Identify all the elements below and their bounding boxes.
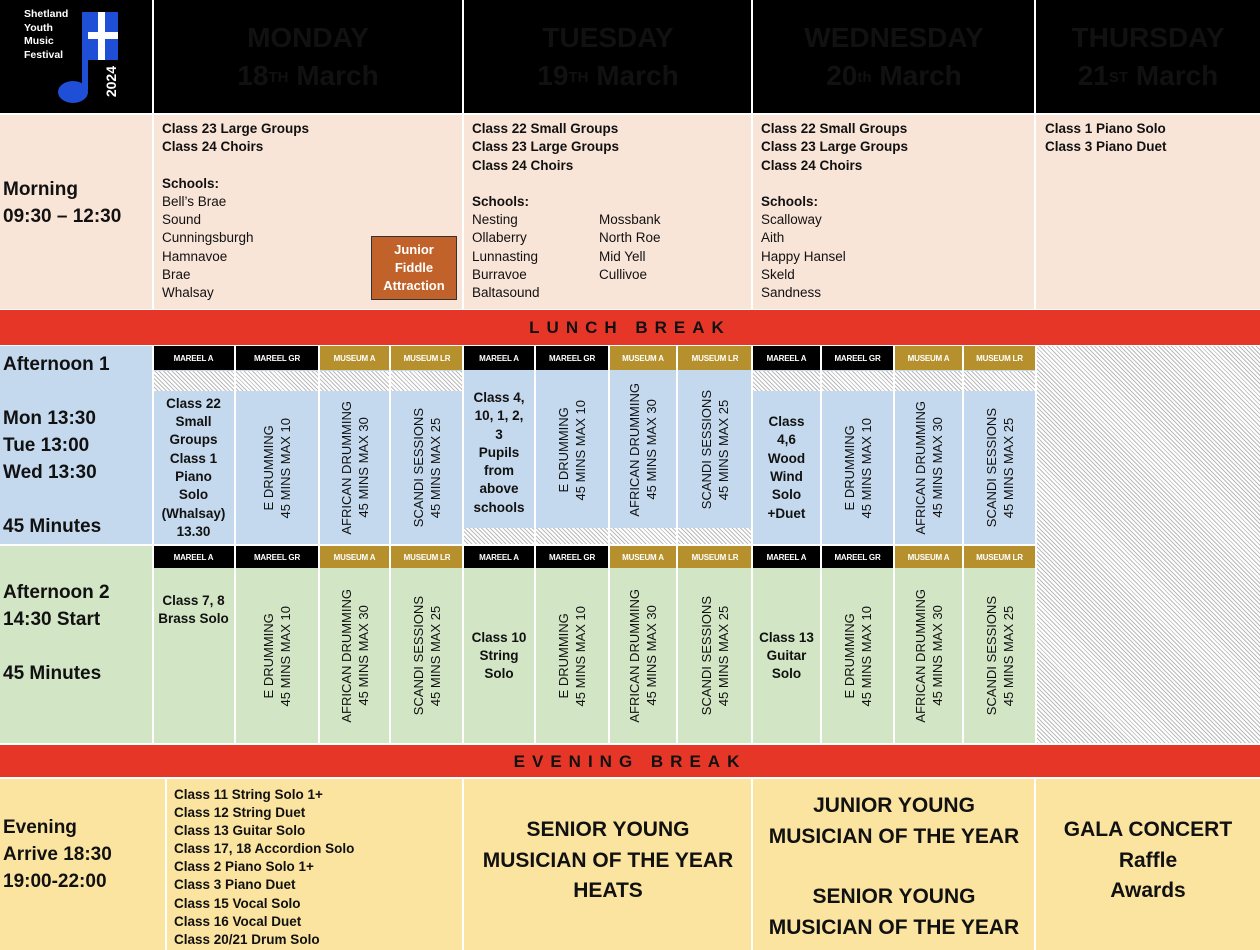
venue-tag: MUSEUM LR [391, 546, 463, 568]
day-name: MONDAY [247, 21, 369, 53]
grid-line [751, 779, 753, 950]
african-drumming-session: AFRICAN DRUMMING 45 MINS MAX 30 [338, 589, 371, 723]
logo-text-line: Shetland [24, 8, 69, 20]
evening-label: Evening Arrive 18:30 19:00-22:00 [3, 817, 112, 892]
venue-tag: MUSEUM A [610, 546, 676, 568]
afternoon1-wednesday-class: Class 4,6 Wood Wind Solo +Duet [767, 414, 806, 521]
african-drumming-session: AFRICAN DRUMMING 45 MINS MAX 30 [912, 401, 945, 535]
junior-fiddle-attraction-badge: Junior Fiddle Attraction [371, 236, 457, 300]
scandi-session: SCANDI SESSIONS 45 MINS MAX 25 [411, 408, 443, 528]
african-drumming-session: AFRICAN DRUMMING 45 MINS MAX 30 [912, 589, 945, 723]
venue-tag: MUSEUM LR [678, 346, 752, 370]
logo-text-line: Youth [24, 21, 53, 34]
grid-line [0, 113, 1260, 115]
day-header-wednesday [753, 0, 1035, 113]
afternoon2-wednesday-class: Class 13 Guitar Solo [759, 629, 814, 682]
afternoon1-monday-class: Class 22 Small Groups Class 1 Piano Solo (Whalsay) 13.30 [161, 395, 226, 539]
afternoon2-tuesday-class: Class 10 String Solo [471, 629, 527, 682]
e-drumming-session: E DRUMMING 45 MINS MAX 10 [261, 417, 293, 519]
venue-tag: MUSEUM LR [964, 346, 1035, 370]
logo-text-line: Music [24, 35, 54, 47]
morning-label: Morning 09:30 – 12:30 [3, 179, 122, 227]
evening-break-band: EVENING BREAK [0, 745, 1260, 778]
grid-line [1034, 0, 1036, 310]
thursday-afternoon-hatched [1037, 346, 1260, 743]
grid-line [462, 779, 464, 950]
evening-thursday: GALA CONCERT Raffle Awards [1063, 818, 1233, 903]
morning-monday: Class 23 Large Groups Class 24 Choirs Schools: Bell’s Brae Sound Cunningsburgh Hamnavoe Brae Whalsay [162, 121, 310, 301]
e-drumming-session: E DRUMMING 45 MINS MAX 10 [841, 417, 874, 519]
venue-tag: MAREEL GR [822, 546, 893, 568]
scandi-session: SCANDI SESSIONS 45 MINS MAX 25 [983, 596, 1016, 716]
grid-line [152, 0, 154, 310]
hatched-strip [464, 528, 534, 545]
venue-tag: MAREEL GR [236, 546, 318, 568]
e-drumming-session: E DRUMMING 45 MINS MAX 10 [261, 605, 293, 707]
venue-tag: MUSEUM A [895, 546, 962, 568]
e-drumming-session: E DRUMMING 45 MINS MAX 10 [556, 399, 588, 501]
venue-tag: MAREEL A [753, 346, 820, 370]
venue-tag: MUSEUM LR [964, 546, 1035, 568]
grid-line [165, 779, 167, 950]
hatched-strip [536, 528, 752, 545]
grid-line [751, 0, 753, 310]
venue-tag: MAREEL A [153, 346, 234, 370]
day-name: THURSDAY [1071, 21, 1225, 53]
morning-thursday: Class 1 Piano Solo Class 3 Piano Duet [1045, 121, 1167, 155]
day-date: 18TH March [237, 59, 379, 91]
morning-tuesday: Class 22 Small Groups Class 23 Large Groups Class 24 Choirs Schools: Nesting Ollaberry Lunnasting Burravoe Baltasound [472, 121, 620, 301]
afternoon2-label: Afternoon 2 14:30 Start 45 Minutes [3, 582, 110, 684]
festival-logo [0, 0, 152, 113]
venue-tag: MUSEUM LR [391, 346, 463, 370]
day-name: TUESDAY [542, 21, 674, 53]
scandi-session: SCANDI SESSIONS 45 MINS MAX 25 [699, 390, 731, 510]
evening-wednesday: JUNIOR YOUNG MUSICIAN OF THE YEAR SENIOR YOUNG MUSICIAN OF THE YEAR [768, 794, 1020, 939]
venue-tag: MUSEUM A [320, 546, 389, 568]
grid-line [1034, 779, 1036, 950]
e-drumming-session: E DRUMMING 45 MINS MAX 10 [556, 605, 588, 707]
day-date: 21ST March [1077, 59, 1219, 91]
venue-tag: MAREEL GR [536, 546, 608, 568]
evening-monday: Class 11 String Solo 1+ Class 12 String Duet Class 13 Guitar Solo Class 17, 18 Accordion Solo Class 2 Piano Solo 1+ Class 3 Piano Duet Class 15 Vocal Solo Class 16 Vocal Duet Class 20/21 Drum Solo [174, 787, 355, 947]
morning-tuesday-schools-col2: Mossbank North Roe Mid Yell Cullivoe [599, 212, 661, 282]
venue-tag: MUSEUM LR [678, 546, 752, 568]
day-name: WEDNESDAY [804, 21, 984, 53]
day-header-thursday [1036, 0, 1260, 113]
scandi-session: SCANDI SESSIONS 45 MINS MAX 25 [411, 596, 443, 716]
african-drumming-session: AFRICAN DRUMMING 45 MINS MAX 30 [627, 589, 659, 723]
day-header-tuesday [464, 0, 752, 113]
morning-wednesday: Class 22 Small Groups Class 23 Large Groups Class 24 Choirs Schools: Scalloway Aith Happy Hansel Skeld Sandness [761, 121, 909, 301]
logo-text-line: Festival [24, 48, 64, 61]
hatched-strip [153, 371, 463, 391]
day-date: 20th March [826, 59, 962, 91]
scandi-session: SCANDI SESSIONS 45 MINS MAX 25 [983, 408, 1016, 528]
venue-tag: MUSEUM A [610, 346, 676, 370]
venue-tag: MAREEL GR [536, 346, 608, 370]
grid-line [462, 0, 464, 310]
afternoon1-tuesday-class: Class 4, 10, 1, 2, 3 Pupils from above schools [473, 389, 525, 515]
grid-line [0, 743, 1260, 745]
scandi-session: SCANDI SESSIONS 45 MINS MAX 25 [699, 596, 731, 716]
afternoon2-monday-class: Class 7, 8 Brass Solo [158, 592, 229, 626]
venue-tag: MAREEL A [753, 546, 820, 568]
day-date: 19TH March [537, 59, 679, 91]
logo-year: 2024 [103, 66, 119, 98]
venue-tag: MUSEUM A [895, 346, 962, 370]
african-drumming-session: AFRICAN DRUMMING 45 MINS MAX 30 [627, 383, 659, 517]
grid-line [0, 544, 1036, 546]
grid-line [0, 777, 1260, 779]
afternoon1-label: Afternoon 1 Mon 13:30 Tue 13:00 Wed 13:30 45 Minutes [3, 354, 110, 537]
african-drumming-session: AFRICAN DRUMMING 45 MINS MAX 30 [338, 401, 371, 535]
venue-tag: MAREEL A [153, 546, 234, 568]
venue-tag: MAREEL GR [822, 346, 893, 370]
lunch-break-band: LUNCH BREAK [0, 310, 1260, 345]
day-header-monday [153, 0, 463, 113]
venue-tag: MAREEL GR [236, 346, 318, 370]
venue-tag: MAREEL A [464, 346, 534, 370]
venue-tag: MAREEL A [464, 546, 534, 568]
evening-tuesday: SENIOR YOUNG MUSICIAN OF THE YEAR HEATS [482, 818, 734, 903]
venue-tag: MUSEUM A [320, 346, 389, 370]
e-drumming-session: E DRUMMING 45 MINS MAX 10 [841, 605, 874, 707]
